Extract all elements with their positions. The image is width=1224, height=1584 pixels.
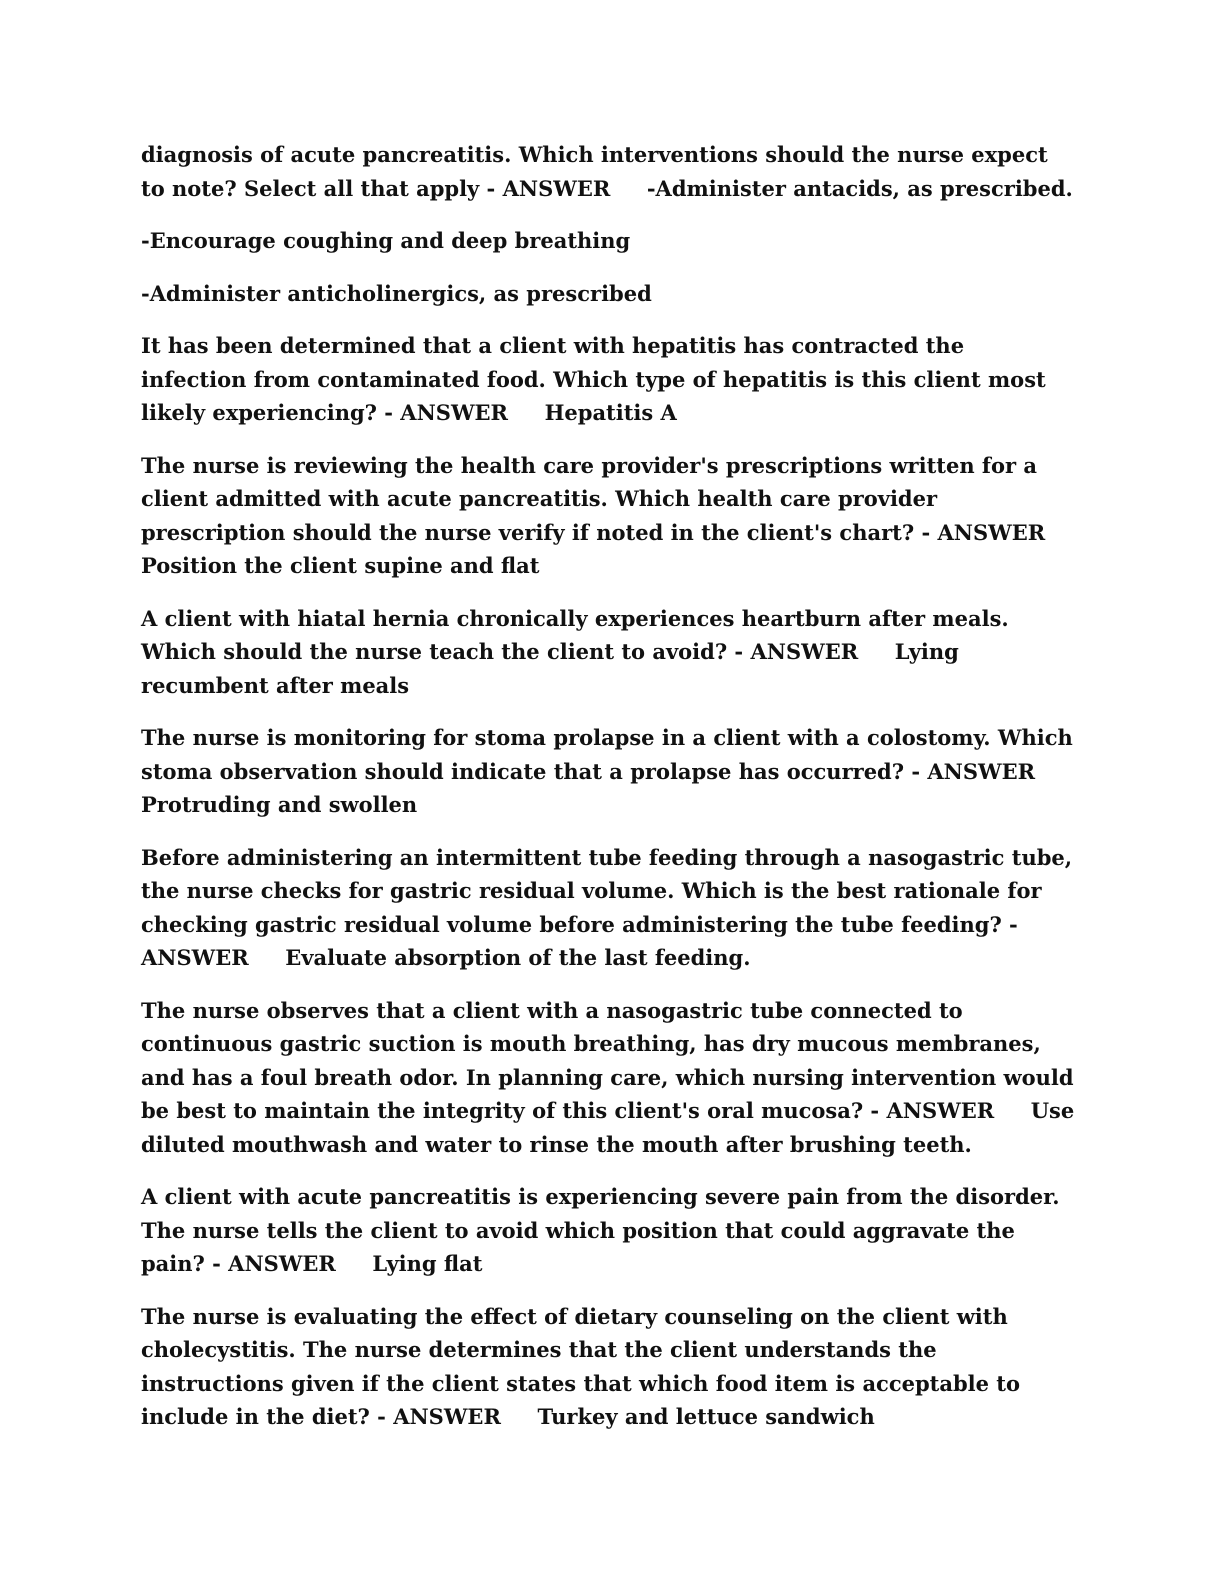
qa-paragraph-10: A client with acute pancreatitis is experiencing severe pain from the disorder. The nurse tells the client to avoid which position that could aggravate the pain? - ANSWER Lying flat bbox=[141, 1184, 1067, 1276]
qa-paragraph-1: diagnosis of acute pancreatitis. Which interventions should the nurse expect to note? Select all that apply - ANSWER -Administer antacids, as prescribed. bbox=[141, 142, 1073, 201]
qa-paragraph-4: It has been determined that a client with hepatitis has contracted the infection from contaminated food. Which type of hepatitis is this client most likely experiencing? - ANSWER Hepatitis A bbox=[141, 333, 1054, 425]
qa-paragraph-11: The nurse is evaluating the effect of dietary counseling on the client with cholecystitis. The nurse determines that the client understands the instructions given if the client states that which food item is acceptable to include in the diet? - ANSWER Turkey and lettuce sandwich bbox=[141, 1303, 1028, 1429]
qa-paragraph-2: -Encourage coughing and deep breathing bbox=[141, 228, 631, 253]
document-page bbox=[141, 138, 1082, 1453]
qa-paragraph-3: -Administer anticholinergics, as prescribed bbox=[141, 280, 652, 306]
qa-paragraph-6: A client with hiatal hernia chronically experiences heartburn after meals. Which should the nurse teach the client to avoid? - ANSWER Lying recumbent after meals bbox=[141, 605, 1017, 698]
qa-paragraph-7: The nurse is monitoring for stoma prolapse in a client with a colostomy. Which stoma observation should indicate that a prolapse has occurred? - ANSWER Protruding and swollen bbox=[141, 725, 1081, 817]
qa-paragraph-5: The nurse is reviewing the health care provider's prescriptions written for a client admitted with acute pancreatitis. Which health care provider prescription should the nurse verify if noted in the client's chart? - ANSWER Position the client supine and flat bbox=[141, 452, 1082, 578]
qa-paragraph-9: The nurse observes that a client with a nasogastric tube connected to continuous gastric suction is mouth breathing, has dry mucous membranes, and has a foul breath odor. In planning care, which nursing intervention would be best to maintain the integrity of this client's oral mucosa? - ANSWER Use diluted mouthwash and water to rinse the mouth after brushing teeth. bbox=[141, 997, 1082, 1157]
qa-paragraph-8: Before administering an intermittent tube feeding through a nasogastric tube, the nurse checks for gastric residual volume. Which is the best rationale for checking gastric residual volume before administering the tube feeding? - ANSWER Evaluate absorption of the last feeding. bbox=[141, 844, 1080, 970]
